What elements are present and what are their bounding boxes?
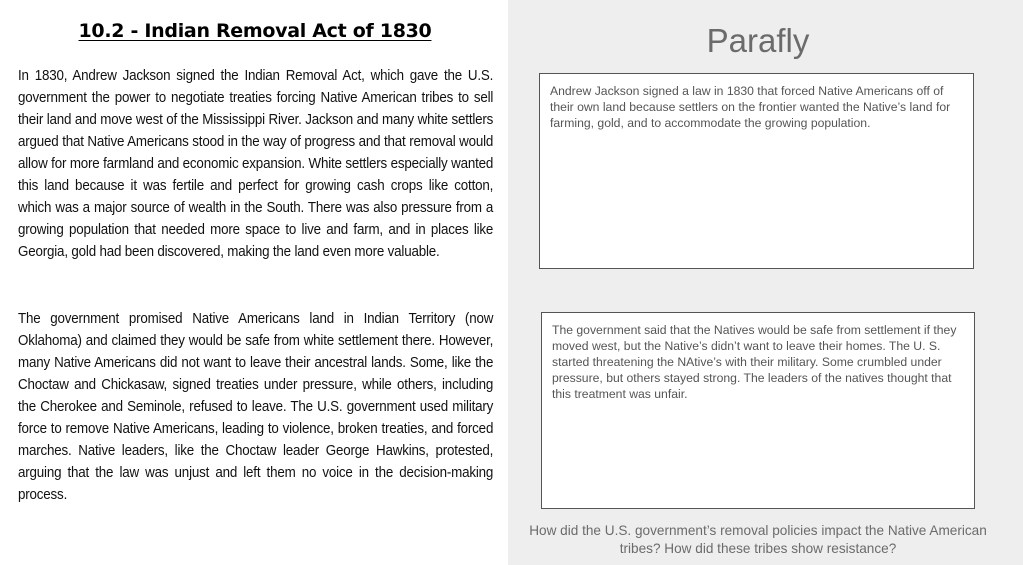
reading-paragraph-1: In 1830, Andrew Jackson signed the Indian Removal Act, which gave the U.S. government the power to negotiate treaties forcing Native American tribes to sell their land and move west of the Mississippi River. Jackson and many white settlers argued that Native Americans stood in the way of progress and that removal would allow for more farmland and economic expansion. White settlers especially wanted this land because it was fertile and perfect for growing cash crops like cotton, which was a major source of wealth in the South. There was also pressure from a growing population that needed more space to live and farm, and in places like Georgia, gold had been discovered, making the land even more valuable.	[18, 67, 494, 260]
reading-title: 10.2 - Indian Removal Act of 1830	[78, 20, 432, 42]
answer-box-1[interactable]: Andrew Jackson signed a law in 1830 that forced Native Americans off of their own land because settlers on the frontier wanted the Native’s land for farming, gold, and to accommodate the growing population.	[539, 73, 974, 269]
prompt-question: How did the U.S. government’s removal policies impact the Native American tribes? How did these tribes show resistance?	[529, 523, 987, 556]
reading-panel	[0, 0, 508, 565]
answer-box-2[interactable]: The government said that the Natives would be safe from settlement if they moved west, but the Native’s didn’t want to leave their homes. The U. S. started threatening the NAtive’s with their military. Some crumbled under pressure, but others stayed strong. The leaders of the natives thought that this treatment was unfair.	[541, 312, 975, 509]
parafly-heading: Parafly	[706, 22, 810, 59]
parafly-panel	[508, 0, 1023, 565]
reading-paragraph-2: The government promised Native Americans land in Indian Territory (now Oklahoma) and claimed they would be safe from white settlement there. However, many Native Americans did not want to leave their ancestral lands. Some, like the Choctaw and Chickasaw, signed treaties under pressure, while others, including the Cherokee and Seminole, refused to leave. The U.S. government used military force to remove Native Americans, leading to violence, broken treaties, and forced marches. Native leaders, like the Choctaw leader George Hawkins, protested, arguing that the law was unjust and left them no voice in the decision-making process.	[18, 310, 494, 503]
